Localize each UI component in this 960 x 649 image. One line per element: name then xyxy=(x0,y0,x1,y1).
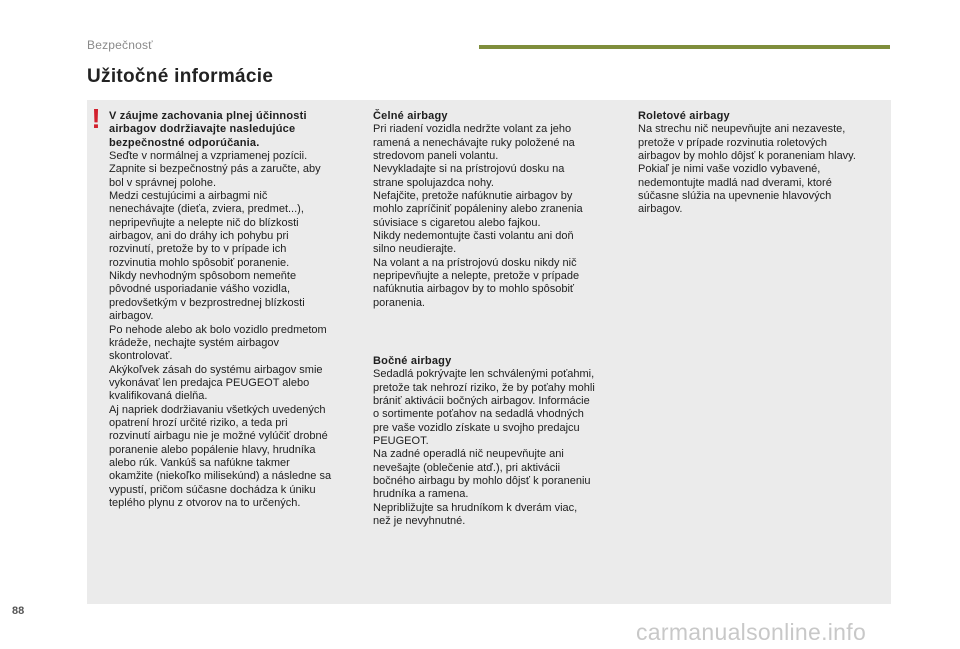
general-advice-body: Seďte v normálnej a vzpriamenej pozícii. Zapnite si bezpečnostný pás a zaručte, aby bol v správnej polohe. Medzi cestujúcimi a airbagmi nič nenechávajte (dieťa, zviera, predmet...), nepripevňujte a nelepte nič do blízkosti airbagov, ani do dráhy ich pohybu pri rozvinutí, pretože by to v prípade ich rozvinutia mohlo spôsobiť poranenie. Nikdy nevhodným spôsobom nemeňte pôvodné usporiadanie vášho vozidla, predovšetkým v bezprostrednej blízkosti airbagov. Po nehode alebo ak bolo vozidlo predmetom krádeže, nechajte systém airbagov skontrolovať. Akýkoľvek zásah do systému airbagov smie vykonávať len predajca PEUGEOT alebo kvalifikovaná dielňa. Aj napriek dodržiavaniu všetkých uvedených opatrení hrozí určité riziko, a teda pri rozvinutí airbagu nie je možné vylúčiť drobné poranenie alebo popálenie hlavy, hrudníka alebo rúk. Vankúš sa nafúkne takmer okamžite (niekoľko milisekúnd) a následne sa vypustí, pričom súčasne dochádza k úniku teplého plynu z otvorov na to určených. xyxy=(109,150,332,509)
page-number: 88 xyxy=(12,605,25,617)
watermark: carmanualsonline.info xyxy=(636,619,867,645)
column-curtain-airbags xyxy=(638,110,878,217)
column-general-advice xyxy=(109,110,357,510)
front-airbags-heading: Čelné airbagy xyxy=(373,110,448,122)
curtain-airbags-body: Na strechu nič neupevňujte ani nezaveste, pretože v prípade rozvinutia roletových airbagov by mohlo dôjsť k poraneniam hlavy. Pokiaľ je nimi vaše vozidlo vybavené, nedemontujte madlá nad dverami, ktoré súčasne slúžia na upevnenie hlavových airbagov. xyxy=(638,123,856,216)
curtain-airbags-heading: Roletové airbagy xyxy=(638,110,730,122)
section-label: Bezpečnosť xyxy=(87,38,153,52)
section-divider-bar xyxy=(479,45,890,49)
column-front-airbags xyxy=(373,110,621,310)
side-airbags-body: Sedadlá pokrývajte len schválenými poťahmi, pretože tak nehrozí riziko, že by poťahy mohli brániť aktivácii bočných airbagov. Informácie o sortimente poťahov na sedadlá vhodných pre vaše vozidlo získate u svojho predajcu PEUGEOT. Na zadné operadlá nič neupevňujte ani nevešajte (oblečenie atď.), pri aktivácii bočného airbagu by mohlo dôjsť k poraneniu hrudníka a ramena. Nepribližujte sa hrudníkom k dverám viac, než je nevyhnutné. xyxy=(373,368,595,528)
exclamation-icon: ! xyxy=(91,103,101,134)
front-airbags-body: Pri riadení vozidla nedržte volant za jeho ramená a nenechávajte ruky položené na stredovom paneli volantu. Nevykladajte si na prístrojovú dosku na strane spolujazdca nohy. Nefajčite, pretože nafúknutie airbagov by mohlo zapríčiniť popáleniny alebo zranenia súvisiace s cigaretou alebo fajkou. Nikdy nedemontujte časti volantu ani doň silno neudierajte. Na volant a na prístrojovú dosku nikdy nič nepripevňujte a nelepte, pretože v prípade nafúknutia airbagov by to mohlo spôsobiť poranenia. xyxy=(373,123,583,309)
column-side-airbags xyxy=(373,355,625,528)
side-airbags-heading: Bočné airbagy xyxy=(373,355,452,367)
page-title: Užitočné informácie xyxy=(87,66,274,87)
general-advice-heading: V záujme zachovania plnej účinnosti airbagov dodržiavajte nasledujúce bezpečnostné odporúčania. xyxy=(109,110,307,149)
